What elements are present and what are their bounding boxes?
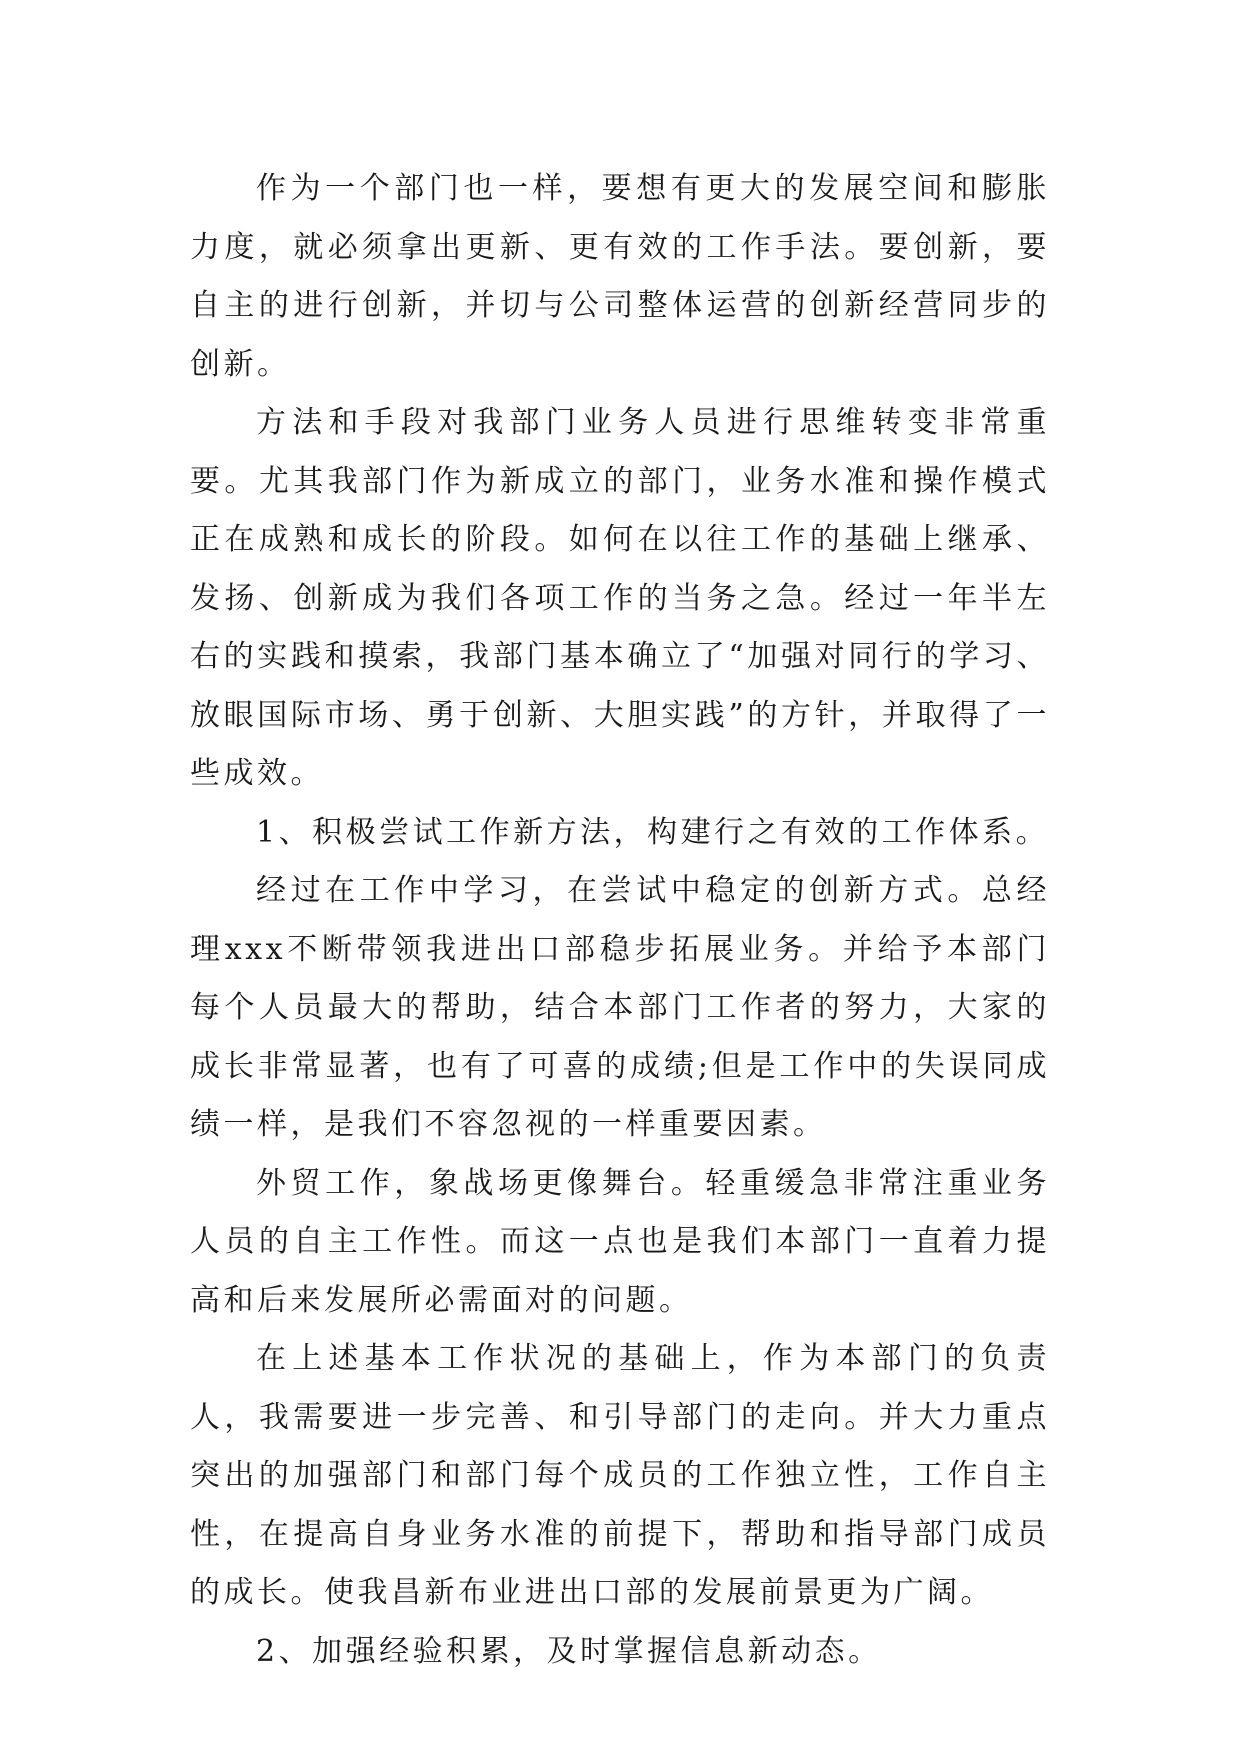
- document-body: [190, 160, 1050, 1681]
- list-heading: 1、积极尝试工作新方法，构建行之有效的工作体系。: [256, 814, 1050, 850]
- paragraph: 外贸工作，象战场更像舞台。轻重缓急非常注重业务人员的自主工作性。而这一点也是我们本部门一直着力提高和后来发展所必需面对的问题。: [190, 1165, 1050, 1318]
- paragraph: 在上述基本工作状况的基础上，作为本部门的负责人，我需要进一步完善、和引导部门的走向。并大力重点突出的加强部门和部门每个成员的工作独立性，工作自主性，在提高自身业务水准的前提下，帮助和指导部门成员的成长。使我昌新布业进出口部的发展前景更为广阔。: [190, 1341, 1050, 1610]
- paragraph: 经过在工作中学习，在尝试中稳定的创新方式。总经理xxx不断带领我进出口部稳步拓展业务。并给予本部门每个人员最大的帮助，结合本部门工作者的努力，大家的成长非常显著，也有了可喜的成绩;但是工作中的失误同成绩一样，是我们不容忽视的一样重要因素。: [190, 873, 1050, 1142]
- paragraph: 方法和手段对我部门业务人员进行思维转变非常重要。尤其我部门作为新成立的部门，业务水准和操作模式正在成熟和成长的阶段。如何在以往工作的基础上继承、发扬、创新成为我们各项工作的当务之急。经过一年半左右的实践和摸索，我部门基本确立了“加强对同行的学习、放眼国际市场、勇于创新、大胆实践”的方针，并取得了一些成效。: [190, 405, 1050, 791]
- paragraph: 作为一个部门也一样，要想有更大的发展空间和膨胀力度，就必须拿出更新、更有效的工作手法。要创新，要自主的进行创新，并切与公司整体运营的创新经营同步的创新。: [190, 171, 1050, 382]
- list-heading: 2、加强经验积累，及时掌握信息新动态。: [256, 1633, 882, 1669]
